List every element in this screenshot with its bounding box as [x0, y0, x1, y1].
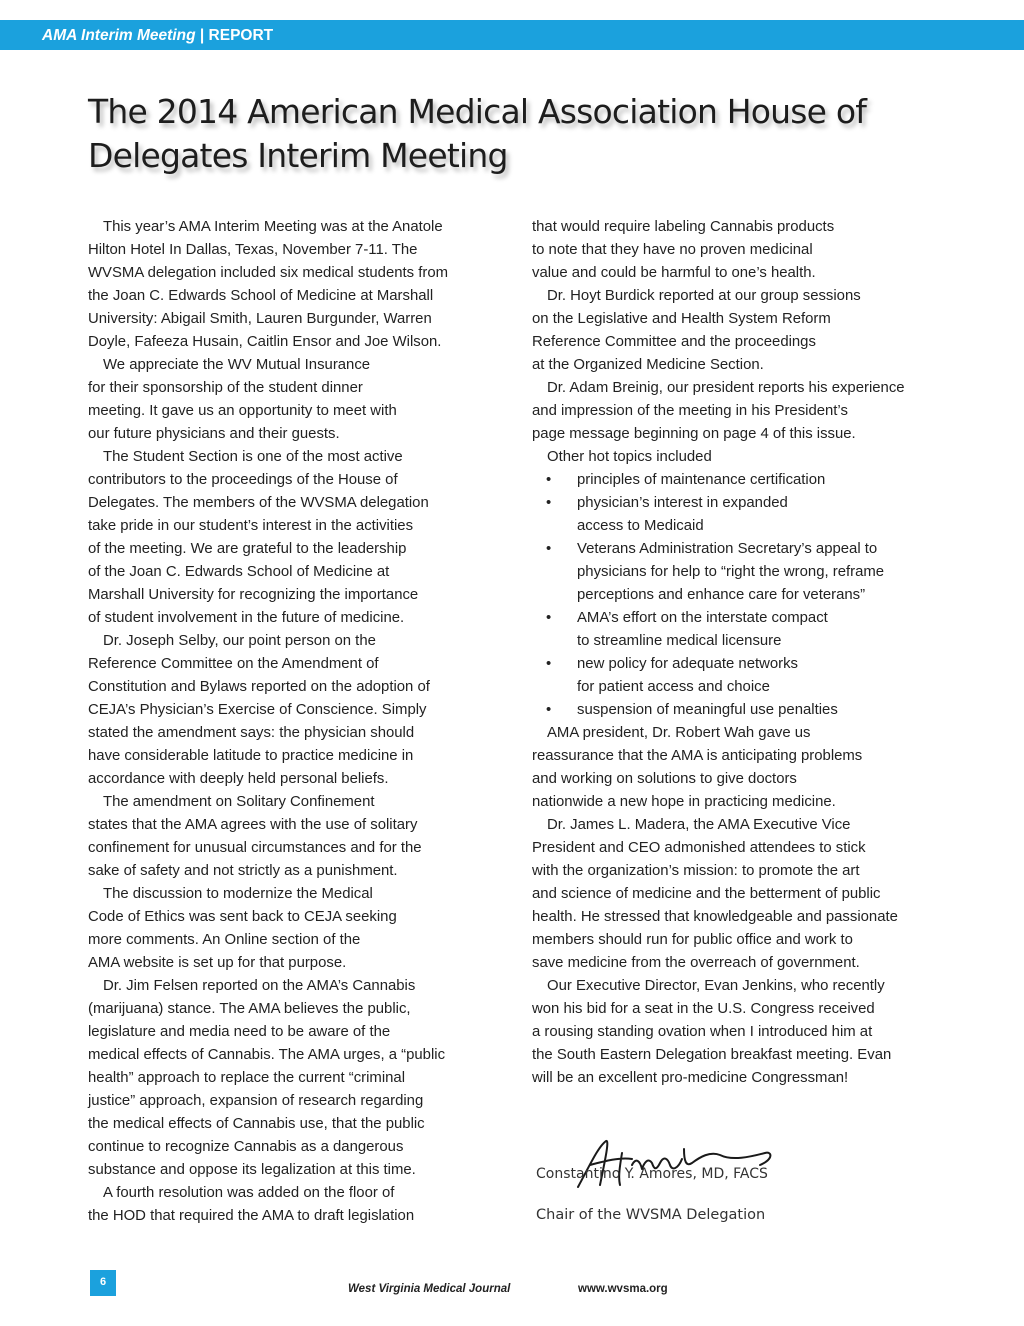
footer-journal: West Virginia Medical Journal — [348, 1283, 511, 1295]
text-line: the HOD that required the AMA to draft legislation — [88, 1208, 415, 1224]
text-line: Code of Ethics was sent back to CEJA seeking — [88, 909, 397, 925]
text-line: with the organization’s mission: to promote the art — [532, 863, 860, 879]
bullet-text: principles of maintenance certification — [577, 472, 826, 488]
text-line: accordance with deeply held personal beliefs. — [88, 771, 389, 787]
text-line: confinement for unusual circumstances and for the — [88, 840, 422, 856]
text-line: justice” approach, expansion of research regarding — [88, 1093, 424, 1109]
text-line: of the Joan C. Edwards School of Medicine at — [88, 564, 390, 580]
bullet-continuation: access to Medicaid — [577, 518, 704, 534]
text-line: Dr. James L. Madera, the AMA Executive Vice — [547, 817, 851, 833]
text-line: Reference Committee and the proceedings — [532, 334, 816, 350]
text-line: The amendment on Solitary Confinement — [103, 794, 375, 810]
text-line: Our Executive Director, Evan Jenkins, who recently — [547, 978, 885, 994]
text-line: that would require labeling Cannabis products — [532, 219, 835, 235]
bullet-item — [532, 492, 972, 515]
text-line: have considerable latitude to practice medicine in — [88, 748, 414, 764]
bullet-continuation: physicians for help to “right the wrong, reframe — [577, 564, 885, 580]
bullet-continuation: perceptions and enhance care for veterans” — [577, 587, 866, 603]
text-line: The Student Section is one of the most active — [103, 449, 403, 465]
text-line: of student involvement in the future of medicine. — [88, 610, 405, 626]
text-line: Other hot topics included — [547, 449, 712, 465]
text-line: members should run for public office and work to — [532, 932, 853, 948]
header-bar — [0, 20, 1024, 50]
text-line: save medicine from the overreach of government. — [532, 955, 860, 971]
bullet-continuation: to streamline medical licensure — [577, 633, 782, 649]
bullet-icon: • — [546, 495, 552, 511]
bullet-icon: • — [546, 702, 552, 718]
text-line: states that the AMA agrees with the use of solitary — [88, 817, 418, 833]
text-line: take pride in our student’s interest in the activities — [88, 518, 414, 534]
text-line: continue to recognize Cannabis as a dangerous — [88, 1139, 404, 1155]
text-line: on the Legislative and Health System Reform — [532, 311, 831, 327]
text-line: The discussion to modernize the Medical — [103, 886, 373, 902]
footer-url: www.wvsma.org — [578, 1283, 668, 1295]
text-line: the medical effects of Cannabis use, that the public — [88, 1116, 425, 1132]
text-line: page message beginning on page 4 of this issue. — [532, 426, 856, 442]
bullet-item — [532, 653, 972, 676]
text-line: meeting. It gave us an opportunity to meet with — [88, 403, 397, 419]
bullet-item — [532, 469, 972, 492]
text-line: of the meeting. We are grateful to the leadership — [88, 541, 407, 557]
bullet-text: suspension of meaningful use penalties — [577, 702, 838, 718]
bullet-icon: • — [546, 541, 552, 557]
text-line: This year’s AMA Interim Meeting was at the Anatole — [103, 219, 443, 235]
right-column — [532, 216, 972, 1090]
text-line: medical effects of Cannabis. The AMA urges, a “public — [88, 1047, 446, 1063]
bullet-text: new policy for adequate networks — [577, 656, 799, 672]
text-line: and working on solutions to give doctors — [532, 771, 797, 787]
header-section: AMA Interim Meeting — [42, 27, 196, 44]
bullet-continuation: for patient access and choice — [577, 679, 770, 695]
text-line: and science of medicine and the betterment of public — [532, 886, 881, 902]
page-number: 6 — [90, 1270, 116, 1296]
text-line: nationwide a new hope in practicing medicine. — [532, 794, 836, 810]
text-line: Constitution and Bylaws reported on the adoption of — [88, 679, 430, 695]
header-label: REPORT — [208, 27, 274, 44]
text-line: a rousing standing ovation when I introduced him at — [532, 1024, 873, 1040]
text-line: President and CEO admonished attendees to stick — [532, 840, 866, 856]
bullet-item — [532, 607, 972, 630]
bullet-text: physician’s interest in expanded — [577, 495, 788, 511]
text-line: Doyle, Fafeeza Husain, Caitlin Ensor and Joe Wilson. — [88, 334, 442, 350]
text-line: and impression of the meeting in his President’s — [532, 403, 848, 419]
text-line: the Joan C. Edwards School of Medicine at Marshall — [88, 288, 434, 304]
text-line: sake of safety and not strictly as a punishment. — [88, 863, 398, 879]
left-column — [88, 216, 508, 1228]
text-line: will be an excellent pro-medicine Congressman! — [532, 1070, 849, 1086]
text-line: at the Organized Medicine Section. — [532, 357, 764, 373]
text-line: Marshall University for recognizing the importance — [88, 587, 419, 603]
text-line: our future physicians and their guests. — [88, 426, 340, 442]
text-line: (marijuana) stance. The AMA believes the public, — [88, 1001, 411, 1017]
bullet-item — [532, 538, 972, 561]
text-line: AMA website is set up for that purpose. — [88, 955, 347, 971]
text-line: Dr. Jim Felsen reported on the AMA’s Cannabis — [103, 978, 416, 994]
text-line: health. He stressed that knowledgeable and passionate — [532, 909, 898, 925]
text-line: value and could be harmful to one’s health. — [532, 265, 816, 281]
text-line: won his bid for a seat in the U.S. Congress received — [532, 1001, 875, 1017]
signature-name: Constantino Y. Amores, MD, FACS — [536, 1166, 768, 1182]
text-line: to note that they have no proven medicinal — [532, 242, 813, 258]
text-line: We appreciate the WV Mutual Insurance — [103, 357, 371, 373]
text-line: Dr. Hoyt Burdick reported at our group sessions — [547, 288, 861, 304]
text-line: health” approach to replace the current “criminal — [88, 1070, 406, 1086]
text-line: reassurance that the AMA is anticipating problems — [532, 748, 863, 764]
text-line: Reference Committee on the Amendment of — [88, 656, 379, 672]
header-separator: | — [195, 27, 209, 44]
text-line: Hilton Hotel In Dallas, Texas, November 7-11. The — [88, 242, 418, 258]
text-line: CEJA’s Physician’s Exercise of Conscience. Simply — [88, 702, 427, 718]
bullet-icon: • — [546, 656, 552, 672]
text-line: AMA president, Dr. Robert Wah gave us — [547, 725, 811, 741]
bullet-text: Veterans Administration Secretary’s appeal to — [577, 541, 878, 557]
bullet-text: AMA’s effort on the interstate compact — [577, 610, 828, 626]
bullet-icon: • — [546, 472, 552, 488]
text-line: for their sponsorship of the student dinner — [88, 380, 363, 396]
page-title: The 2014 American Medical Association House of Delegates Interim Meeting — [88, 92, 867, 175]
text-line: Dr. Joseph Selby, our point person on the — [103, 633, 376, 649]
bullet-item — [532, 699, 972, 722]
text-line: WVSMA delegation included six medical students from — [88, 265, 449, 281]
text-line: Delegates. The members of the WVSMA delegation — [88, 495, 429, 511]
text-line: stated the amendment says: the physician should — [88, 725, 415, 741]
text-line: Dr. Adam Breinig, our president reports his experience — [547, 380, 905, 396]
text-line: contributors to the proceedings of the House of — [88, 472, 398, 488]
text-line: legislature and media need to be aware of the — [88, 1024, 391, 1040]
bullet-icon: • — [546, 610, 552, 626]
text-line: the South Eastern Delegation breakfast meeting. Evan — [532, 1047, 892, 1063]
text-line: University: Abigail Smith, Lauren Burgunder, Warren — [88, 311, 432, 327]
text-line: more comments. An Online section of the — [88, 932, 361, 948]
text-line: A fourth resolution was added on the floor of — [103, 1185, 395, 1201]
text-line: substance and oppose its legalization at this time. — [88, 1162, 416, 1178]
signature-title: Chair of the WVSMA Delegation — [536, 1207, 766, 1223]
